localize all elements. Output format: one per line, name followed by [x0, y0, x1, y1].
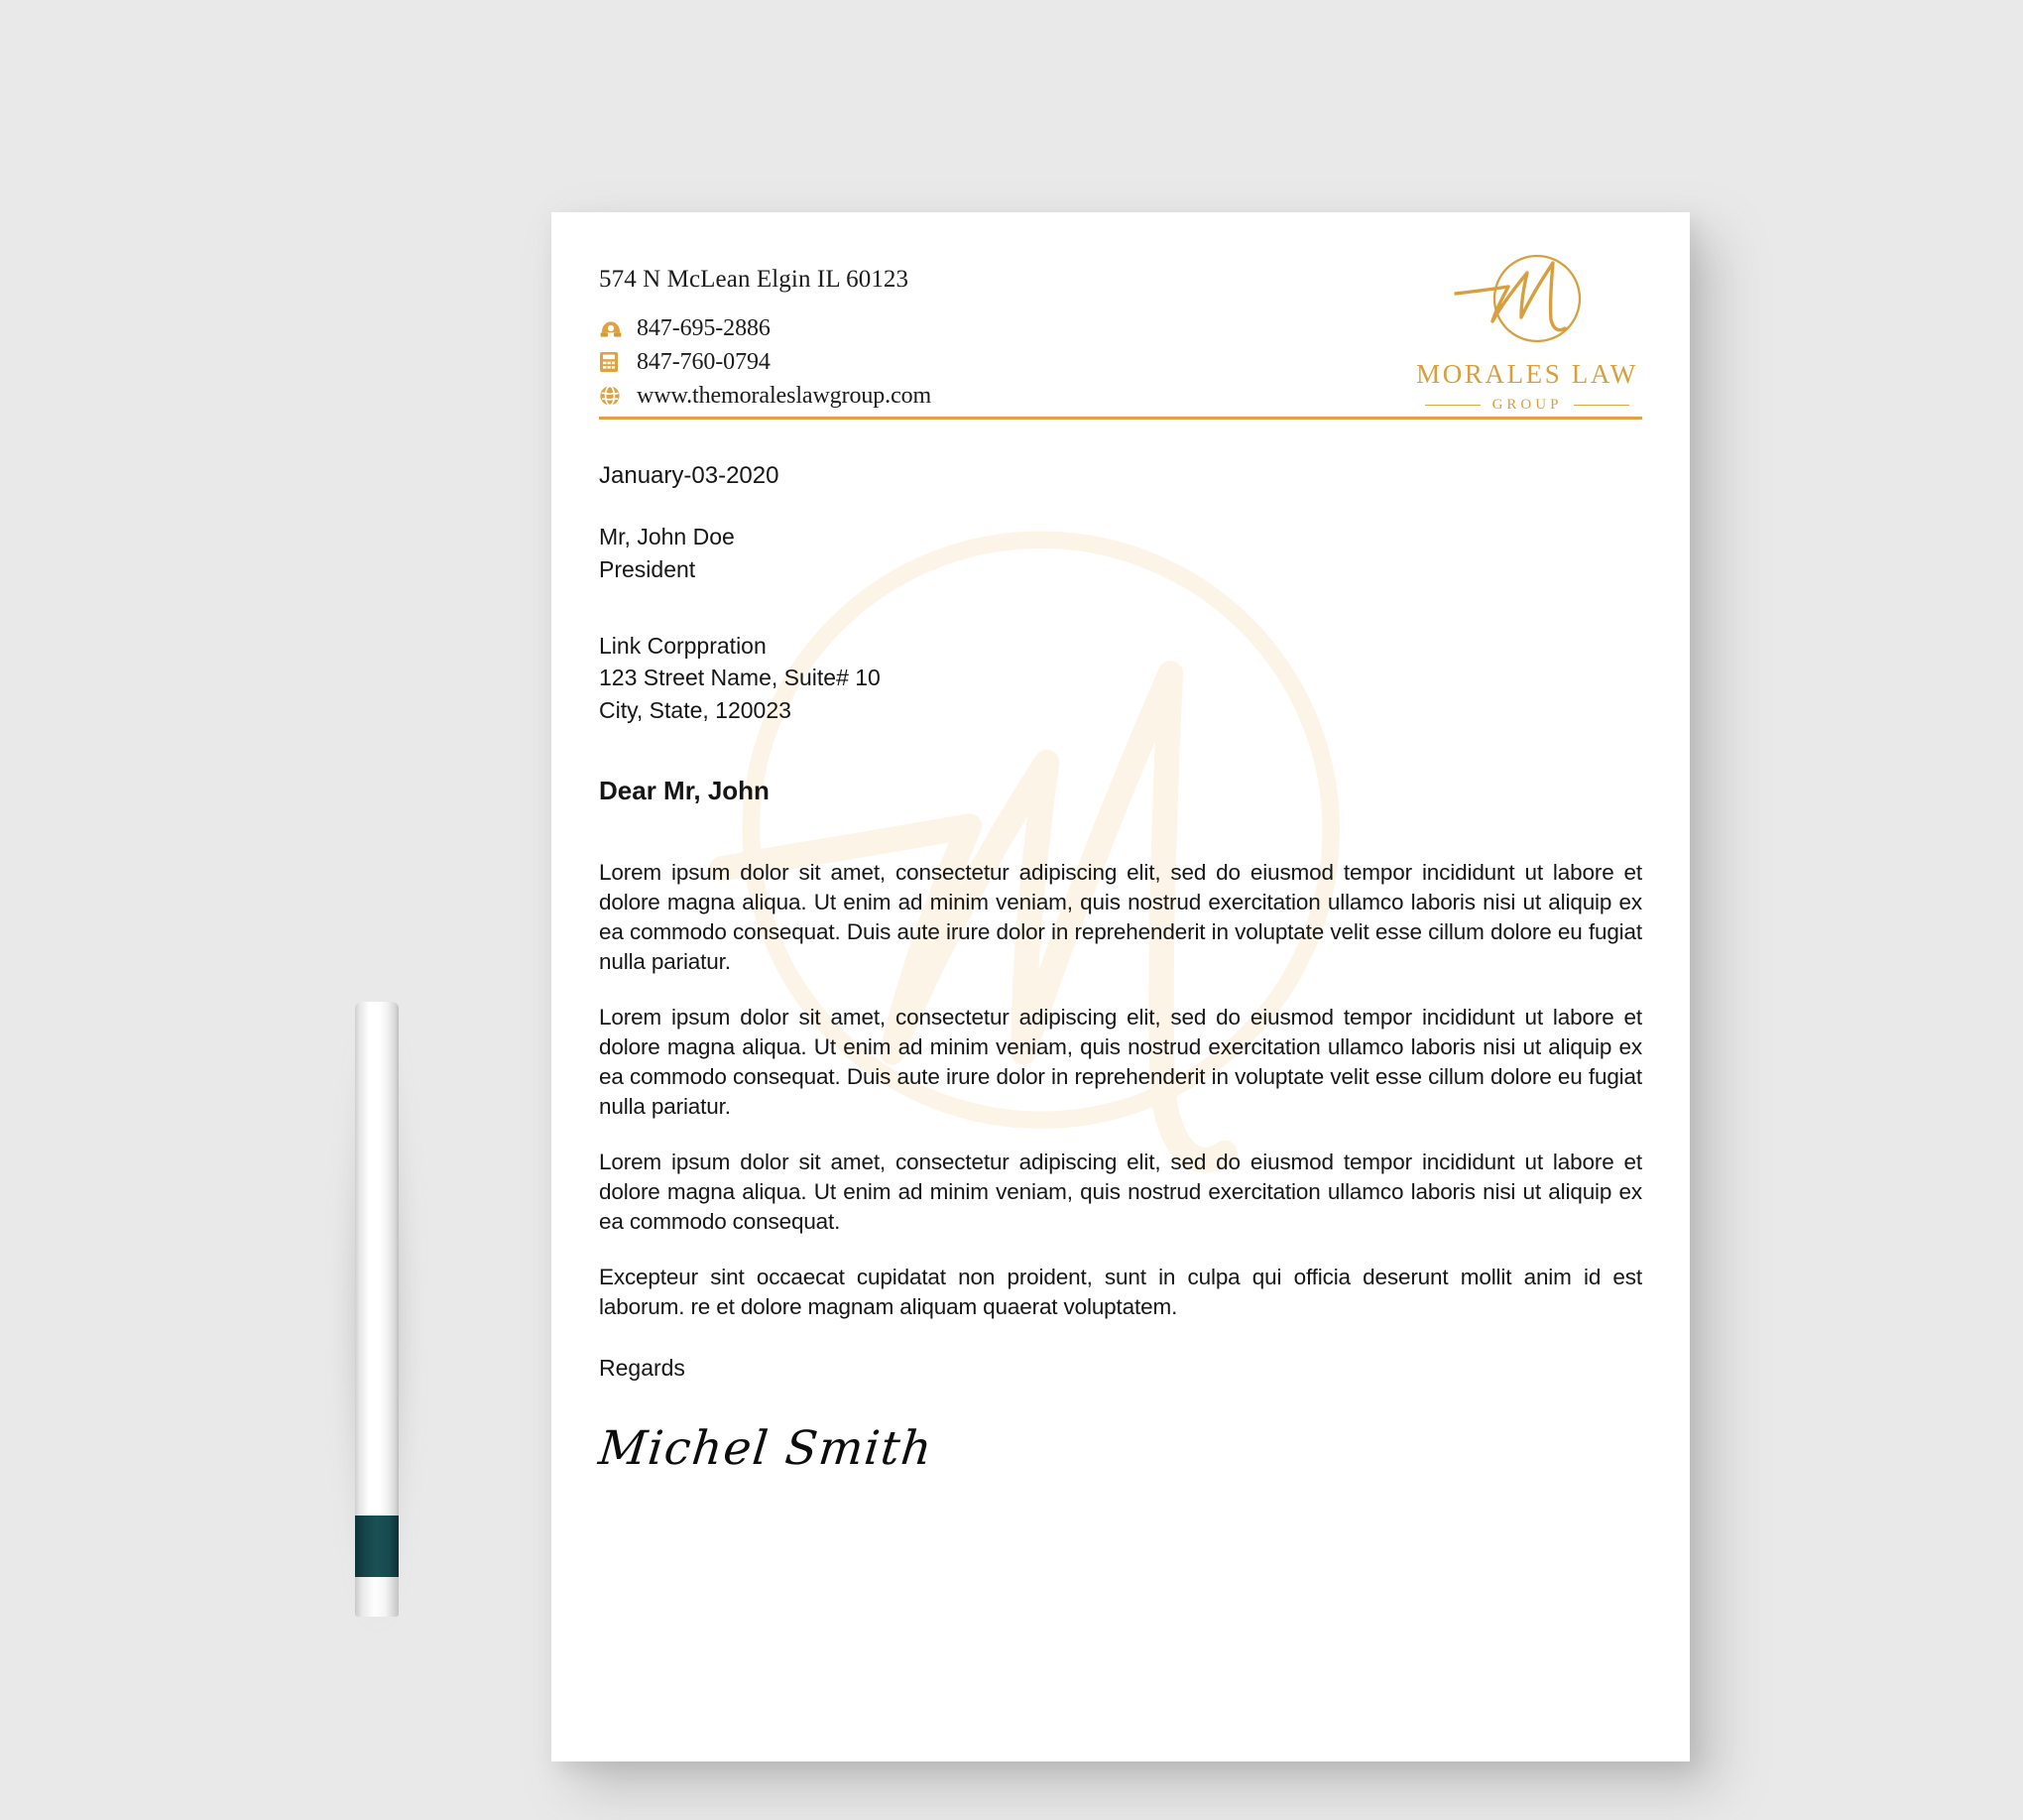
body-paragraph: Lorem ipsum dolor sit amet, consectetur adipiscing elit, sed do eiusmod tempor incididunt ut labore et dolore magna aliqua. Ut enim ad minim veniam, quis nostrud exercitation ullamco laboris nisi ut aliquip ex ea commodo consequat. Duis aute irure dolor in reprehenderit in voluptate velit esse cillum dolore eu fugiat nulla pariatur.: [599, 1005, 1642, 1119]
logo-subtitle-row: [1408, 397, 1646, 414]
body-paragraph: Excepteur sint occaecat cupidatat non proident, sunt in culpa qui officia deserunt mollit anim id est laborum. re et dolore magnam aliquam quaerat voluptatem.: [599, 1264, 1642, 1319]
pen-tip: [355, 1577, 399, 1617]
website-url: www.themoraleslawgroup.com: [637, 382, 932, 409]
recipient-title: President: [599, 555, 696, 582]
signature: Michel Smith: [596, 1421, 936, 1477]
monogram-icon: [1408, 244, 1646, 355]
phone-number: 847-695-2886: [637, 314, 771, 341]
contact-block: [599, 266, 1115, 415]
logo-rule-left: [1425, 405, 1481, 406]
letter-body: [596, 460, 1642, 1477]
fax-icon: [599, 351, 625, 373]
pen-accent-band: [355, 1516, 399, 1577]
office-address: 574 N McLean Elgin IL 60123: [599, 266, 909, 293]
salutation: Dear Mr, John: [599, 776, 770, 806]
contact-row-website: [599, 381, 1115, 411]
body-paragraph: Lorem ipsum dolor sit amet, consectetur adipiscing elit, sed do eiusmod tempor incididunt ut labore et dolore magna aliqua. Ut enim ad minim veniam, quis nostrud exercitation ullamco laboris nisi ut aliquip ex ea commodo consequat.: [599, 1149, 1642, 1234]
closing-line: Regards: [599, 1355, 685, 1382]
header-divider: [599, 417, 1642, 420]
contact-row-phone: [599, 313, 1115, 343]
fax-number: 847-760-0794: [637, 348, 771, 375]
recipient-name: Mr, John Doe: [599, 524, 735, 550]
letterhead-header: [551, 212, 1690, 426]
globe-icon: [599, 385, 625, 407]
brand-logo: [1408, 244, 1646, 414]
telephone-icon: [599, 317, 625, 339]
company-name: Link Corppration: [599, 632, 767, 659]
contact-row-fax: [599, 347, 1115, 377]
body-paragraph: Lorem ipsum dolor sit amet, consectetur adipiscing elit, sed do eiusmod tempor incididunt ut labore et dolore magna aliqua. Ut enim ad minim veniam, quis nostrud exercitation ullamco laboris nisi ut aliquip ex ea commodo consequat. Duis aute irure dolor in reprehenderit in voluptate velit esse cillum dolore eu fugiat nulla pariatur.: [599, 860, 1642, 975]
letter-date: January-03-2020: [599, 462, 779, 489]
logo-subtitle: GROUP: [1491, 397, 1563, 413]
logo-rule-right: [1574, 405, 1629, 406]
recipient-block: [599, 521, 1642, 585]
company-street: 123 Street Name, Suite# 10: [599, 665, 881, 691]
company-address-block: [599, 630, 1642, 727]
company-city-state-zip: City, State, 120023: [599, 696, 791, 723]
logo-wordmark: MORALES LAW: [1416, 359, 1638, 389]
pen-object: [355, 1002, 399, 1617]
letter-page: [551, 212, 1690, 1761]
